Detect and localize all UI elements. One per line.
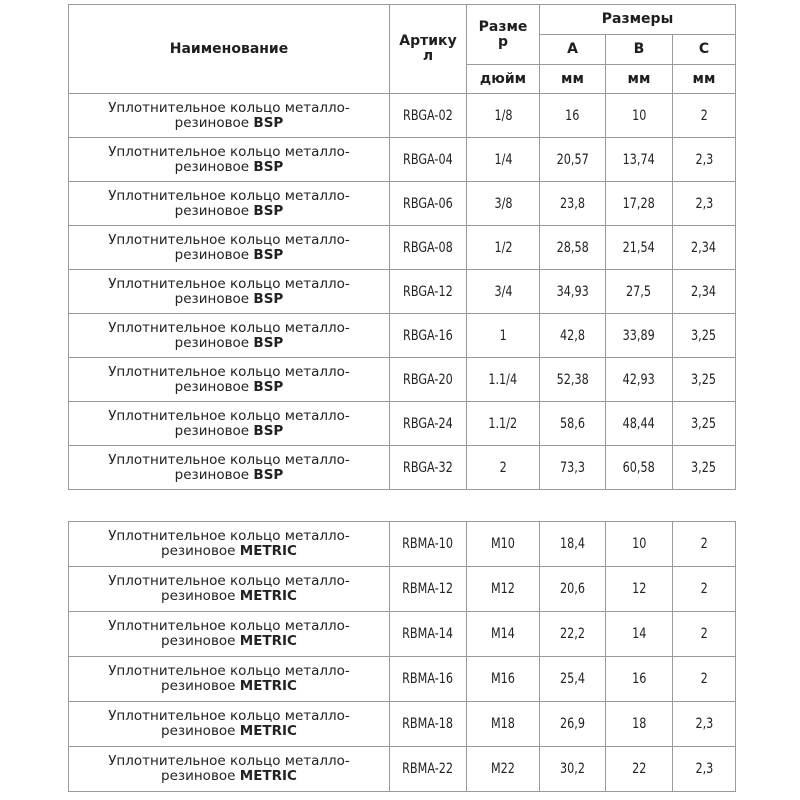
dim-b-value: 18 xyxy=(631,716,647,732)
article-value: RBMA-14 xyxy=(402,626,454,642)
product-name-line2: резиновое xyxy=(161,678,236,694)
article-value: RBMA-12 xyxy=(402,581,454,597)
dim-b-value: 14 xyxy=(631,626,647,642)
dim-b-cell xyxy=(606,358,673,402)
table-row xyxy=(69,657,736,702)
table-row xyxy=(69,567,736,612)
dim-b-cell xyxy=(606,182,673,226)
product-name-line2: резиновое xyxy=(174,158,250,175)
table-row xyxy=(69,182,736,226)
size-cell xyxy=(467,657,540,702)
dim-a-cell xyxy=(540,522,606,567)
dim-b-cell xyxy=(606,747,673,792)
dim-c-cell xyxy=(673,657,736,702)
size-header-line1: Разме xyxy=(478,18,528,35)
product-name-cell xyxy=(69,138,390,182)
unit-inch: дюйм xyxy=(467,65,540,94)
dim-b-value: 16 xyxy=(631,671,647,687)
dim-a-cell xyxy=(540,446,606,490)
dim-a-value: 58,6 xyxy=(560,415,585,432)
dim-b-cell xyxy=(606,94,673,138)
product-standard: METRIC xyxy=(239,768,297,784)
product-name-line2: резиновое xyxy=(161,588,236,604)
article-value: RBGA-12 xyxy=(403,283,453,300)
size-header xyxy=(467,5,540,65)
table-row xyxy=(69,612,736,657)
article-value: RBGA-02 xyxy=(403,107,453,124)
size-cell xyxy=(467,314,540,358)
product-name-cell xyxy=(69,567,390,612)
dim-c-value: 2 xyxy=(700,536,708,552)
size-cell xyxy=(467,358,540,402)
dim-b-value: 12 xyxy=(631,581,647,597)
product-name-line2: резиновое xyxy=(174,114,250,131)
table-row xyxy=(69,138,736,182)
article-cell xyxy=(390,314,467,358)
dim-b-value: 60,58 xyxy=(622,459,656,476)
dim-a-cell xyxy=(540,567,606,612)
dim-c-value: 3,25 xyxy=(691,327,717,344)
dim-c-cell xyxy=(673,182,736,226)
dim-c-value: 2,3 xyxy=(695,761,713,777)
dim-a-value: 30,2 xyxy=(560,761,585,777)
product-name-line2: резиновое xyxy=(174,334,250,351)
size-value: 3/8 xyxy=(493,195,513,212)
size-value: M10 xyxy=(491,536,515,552)
product-name-line1: Уплотнительное кольцо металло- xyxy=(108,363,350,380)
dim-b-cell xyxy=(606,270,673,314)
article-cell xyxy=(390,702,467,747)
article-value: RBGA-04 xyxy=(403,151,453,168)
article-value: RBGA-24 xyxy=(403,415,453,432)
dim-a-cell xyxy=(540,657,606,702)
dim-c-value: 3,25 xyxy=(691,459,717,476)
product-name-line2: резиновое xyxy=(161,768,236,784)
table-header xyxy=(69,5,736,94)
size-cell xyxy=(467,747,540,792)
product-standard: BSP xyxy=(253,114,284,131)
dim-c-value: 2,34 xyxy=(691,239,717,256)
product-standard: BSP xyxy=(253,466,284,483)
size-value: 1.1/2 xyxy=(488,415,518,432)
size-value: 1/4 xyxy=(493,151,513,168)
size-value: M14 xyxy=(491,626,515,642)
dim-a-value: 25,4 xyxy=(560,671,585,687)
dim-c-cell xyxy=(673,446,736,490)
product-name-cell xyxy=(69,522,390,567)
product-standard: BSP xyxy=(253,290,284,307)
product-name-line2: резиновое xyxy=(174,422,250,439)
product-name-line1: Уплотнительное кольцо металло- xyxy=(108,663,350,679)
dim-c-value: 2,3 xyxy=(695,716,713,732)
product-standard: BSP xyxy=(253,378,284,395)
article-header-line2: л xyxy=(422,48,434,64)
product-name-line1: Уплотнительное кольцо металло- xyxy=(108,319,350,336)
product-name-line1: Уплотнительное кольцо металло- xyxy=(108,275,350,292)
dim-a-cell xyxy=(540,270,606,314)
product-name-line1: Уплотнительное кольцо металло- xyxy=(108,753,350,769)
article-cell xyxy=(390,94,467,138)
size-value: M16 xyxy=(491,671,515,687)
product-name-line1: Уплотнительное кольцо металло- xyxy=(108,708,350,724)
dim-b-cell xyxy=(606,138,673,182)
table-row xyxy=(69,747,736,792)
table-row xyxy=(69,314,736,358)
article-cell xyxy=(390,270,467,314)
dim-a-cell xyxy=(540,612,606,657)
table-row xyxy=(69,358,736,402)
dim-b-value: 22 xyxy=(631,761,647,777)
article-cell xyxy=(390,402,467,446)
article-value: RBMA-16 xyxy=(402,671,454,687)
size-value: 1.1/4 xyxy=(488,371,518,388)
dim-b-cell xyxy=(606,226,673,270)
product-standard: METRIC xyxy=(239,633,297,649)
product-name-line2: резиновое xyxy=(174,202,250,219)
product-name-cell xyxy=(69,612,390,657)
dim-a-value: 34,93 xyxy=(556,283,589,300)
product-name-line2: резиновое xyxy=(161,543,236,559)
bsp-table-body xyxy=(69,94,736,490)
table-row xyxy=(69,270,736,314)
dim-a-value: 16 xyxy=(565,107,580,124)
article-value: RBMA-22 xyxy=(402,761,454,777)
table-row xyxy=(69,94,736,138)
product-name-line1: Уплотнительное кольцо металло- xyxy=(108,528,350,544)
size-cell xyxy=(467,94,540,138)
product-name-cell xyxy=(69,226,390,270)
metric-table-body xyxy=(69,522,736,792)
size-cell xyxy=(467,138,540,182)
product-name-line2: резиновое xyxy=(161,633,236,649)
size-cell xyxy=(467,270,540,314)
dim-b-value: 10 xyxy=(631,107,647,124)
dim-c-cell xyxy=(673,270,736,314)
product-name-cell xyxy=(69,446,390,490)
article-cell xyxy=(390,226,467,270)
dim-a-value: 26,9 xyxy=(560,716,585,732)
dim-a-cell xyxy=(540,138,606,182)
dim-c-value: 2 xyxy=(700,626,708,642)
dim-c-value: 2 xyxy=(700,107,708,124)
dim-c-value: 2,3 xyxy=(695,151,713,168)
dimensions-header-label: Размеры xyxy=(601,11,674,27)
size-value: 2 xyxy=(499,459,507,476)
name-header-label: Наименование xyxy=(169,40,289,57)
product-standard: METRIC xyxy=(239,678,297,694)
size-header-line2: р xyxy=(497,33,509,50)
product-name-line2: резиновое xyxy=(174,290,250,307)
dim-a-cell xyxy=(540,314,606,358)
dim-c-cell xyxy=(673,314,736,358)
article-header-line1: Артику xyxy=(399,33,457,49)
product-standard: BSP xyxy=(253,422,284,439)
dim-b-value: 10 xyxy=(631,536,647,552)
unit-mm-b: мм xyxy=(606,65,673,94)
product-name-cell xyxy=(69,358,390,402)
product-name-line2: резиновое xyxy=(174,246,250,263)
article-cell xyxy=(390,522,467,567)
product-name-line2: резиновое xyxy=(174,466,250,483)
dim-c-value: 2,3 xyxy=(695,195,713,212)
dim-c-cell xyxy=(673,138,736,182)
size-value: 1/2 xyxy=(493,239,513,256)
dim-a-cell xyxy=(540,702,606,747)
unit-mm-c: мм xyxy=(673,65,736,94)
dim-a-cell xyxy=(540,182,606,226)
size-cell xyxy=(467,567,540,612)
dim-c-cell xyxy=(673,702,736,747)
article-value: RBGA-08 xyxy=(403,239,453,256)
article-cell xyxy=(390,567,467,612)
product-name-cell xyxy=(69,94,390,138)
product-standard: METRIC xyxy=(239,588,297,604)
dim-a-cell xyxy=(540,94,606,138)
size-value: M22 xyxy=(491,761,515,777)
product-name-line2: резиновое xyxy=(174,378,250,395)
size-cell xyxy=(467,522,540,567)
dim-c-value: 3,25 xyxy=(691,371,717,388)
size-value: M12 xyxy=(491,581,515,597)
article-cell xyxy=(390,747,467,792)
dim-b-value: 27,5 xyxy=(626,283,652,300)
dim-a-cell xyxy=(540,747,606,792)
dim-a-value: 52,38 xyxy=(556,371,589,388)
dim-b-cell xyxy=(606,522,673,567)
table-row xyxy=(69,702,736,747)
size-cell xyxy=(467,226,540,270)
product-name-line1: Уплотнительное кольцо металло- xyxy=(108,99,350,116)
dim-c-cell xyxy=(673,402,736,446)
dim-b-value: 48,44 xyxy=(622,415,656,432)
dim-b-value: 33,89 xyxy=(622,327,656,344)
dim-b-value: 42,93 xyxy=(622,371,656,388)
product-name-line1: Уплотнительное кольцо металло- xyxy=(108,451,350,468)
article-value: RBGA-16 xyxy=(403,327,453,344)
dim-b-value: 21,54 xyxy=(622,239,656,256)
article-cell xyxy=(390,446,467,490)
dim-a-value: 42,8 xyxy=(560,327,585,344)
product-name-line1: Уплотнительное кольцо металло- xyxy=(108,231,350,248)
dim-c-cell xyxy=(673,522,736,567)
article-cell xyxy=(390,138,467,182)
table-row xyxy=(69,226,736,270)
article-cell xyxy=(390,657,467,702)
size-cell xyxy=(467,182,540,226)
dim-b-cell xyxy=(606,567,673,612)
product-standard: BSP xyxy=(253,202,284,219)
dim-a-value: 22,2 xyxy=(560,626,585,642)
dim-b-cell xyxy=(606,612,673,657)
size-value: 3/4 xyxy=(493,283,513,300)
col-c-header: C xyxy=(673,35,736,65)
article-header xyxy=(390,5,467,94)
col-a-header: A xyxy=(540,35,606,65)
product-name-cell xyxy=(69,702,390,747)
product-standard: METRIC xyxy=(239,723,297,739)
table-row xyxy=(69,522,736,567)
table-row xyxy=(69,446,736,490)
size-cell xyxy=(467,702,540,747)
name-header xyxy=(69,5,390,94)
dim-b-cell xyxy=(606,446,673,490)
dim-b-cell xyxy=(606,702,673,747)
dim-a-value: 73,3 xyxy=(560,459,585,476)
product-name-line1: Уплотнительное кольцо металло- xyxy=(108,187,350,204)
dim-c-cell xyxy=(673,226,736,270)
dim-c-cell xyxy=(673,358,736,402)
product-name-line1: Уплотнительное кольцо металло- xyxy=(108,573,350,589)
table-row xyxy=(69,402,736,446)
dim-a-value: 23,8 xyxy=(560,195,585,212)
dim-a-value: 20,57 xyxy=(556,151,589,168)
article-value: RBGA-06 xyxy=(403,195,453,212)
dim-b-cell xyxy=(606,314,673,358)
size-value: 1 xyxy=(499,327,507,344)
metric-table xyxy=(68,521,736,792)
product-name-line1: Уплотнительное кольцо металло- xyxy=(108,618,350,634)
product-name-line2: резиновое xyxy=(161,723,236,739)
dim-c-value: 2,34 xyxy=(691,283,717,300)
dim-b-value: 17,28 xyxy=(622,195,656,212)
dim-b-value: 13,74 xyxy=(622,151,656,168)
product-name-cell xyxy=(69,657,390,702)
dim-c-value: 2 xyxy=(700,671,708,687)
dim-a-cell xyxy=(540,226,606,270)
col-b-header: B xyxy=(606,35,673,65)
dim-c-cell xyxy=(673,747,736,792)
dim-c-cell xyxy=(673,612,736,657)
dim-c-cell xyxy=(673,567,736,612)
product-name-cell xyxy=(69,747,390,792)
dim-c-value: 3,25 xyxy=(691,415,717,432)
product-standard: BSP xyxy=(253,158,284,175)
product-name-cell xyxy=(69,314,390,358)
dim-b-cell xyxy=(606,402,673,446)
dimensions-header xyxy=(540,5,736,35)
article-value: RBMA-10 xyxy=(402,536,454,552)
product-name-cell xyxy=(69,182,390,226)
dim-a-cell xyxy=(540,358,606,402)
size-cell xyxy=(467,612,540,657)
size-cell xyxy=(467,446,540,490)
dim-c-value: 2 xyxy=(700,581,708,597)
unit-mm-a: мм xyxy=(540,65,606,94)
size-cell xyxy=(467,402,540,446)
article-cell xyxy=(390,358,467,402)
dim-a-value: 28,58 xyxy=(556,239,589,256)
dim-a-cell xyxy=(540,402,606,446)
bsp-table xyxy=(68,4,736,490)
dim-b-cell xyxy=(606,657,673,702)
dim-a-value: 20,6 xyxy=(560,581,585,597)
product-standard: BSP xyxy=(253,246,284,263)
article-value: RBMA-18 xyxy=(402,716,454,732)
article-value: RBGA-20 xyxy=(403,371,453,388)
size-value: 1/8 xyxy=(493,107,513,124)
size-value: M18 xyxy=(491,716,515,732)
product-name-cell xyxy=(69,402,390,446)
product-standard: METRIC xyxy=(239,543,297,559)
article-cell xyxy=(390,612,467,657)
article-cell xyxy=(390,182,467,226)
product-standard: BSP xyxy=(253,334,284,351)
product-name-line1: Уплотнительное кольцо металло- xyxy=(108,143,350,160)
dim-a-value: 18,4 xyxy=(560,536,585,552)
article-value: RBGA-32 xyxy=(403,459,453,476)
product-name-cell xyxy=(69,270,390,314)
product-name-line1: Уплотнительное кольцо металло- xyxy=(108,407,350,424)
dim-c-cell xyxy=(673,94,736,138)
